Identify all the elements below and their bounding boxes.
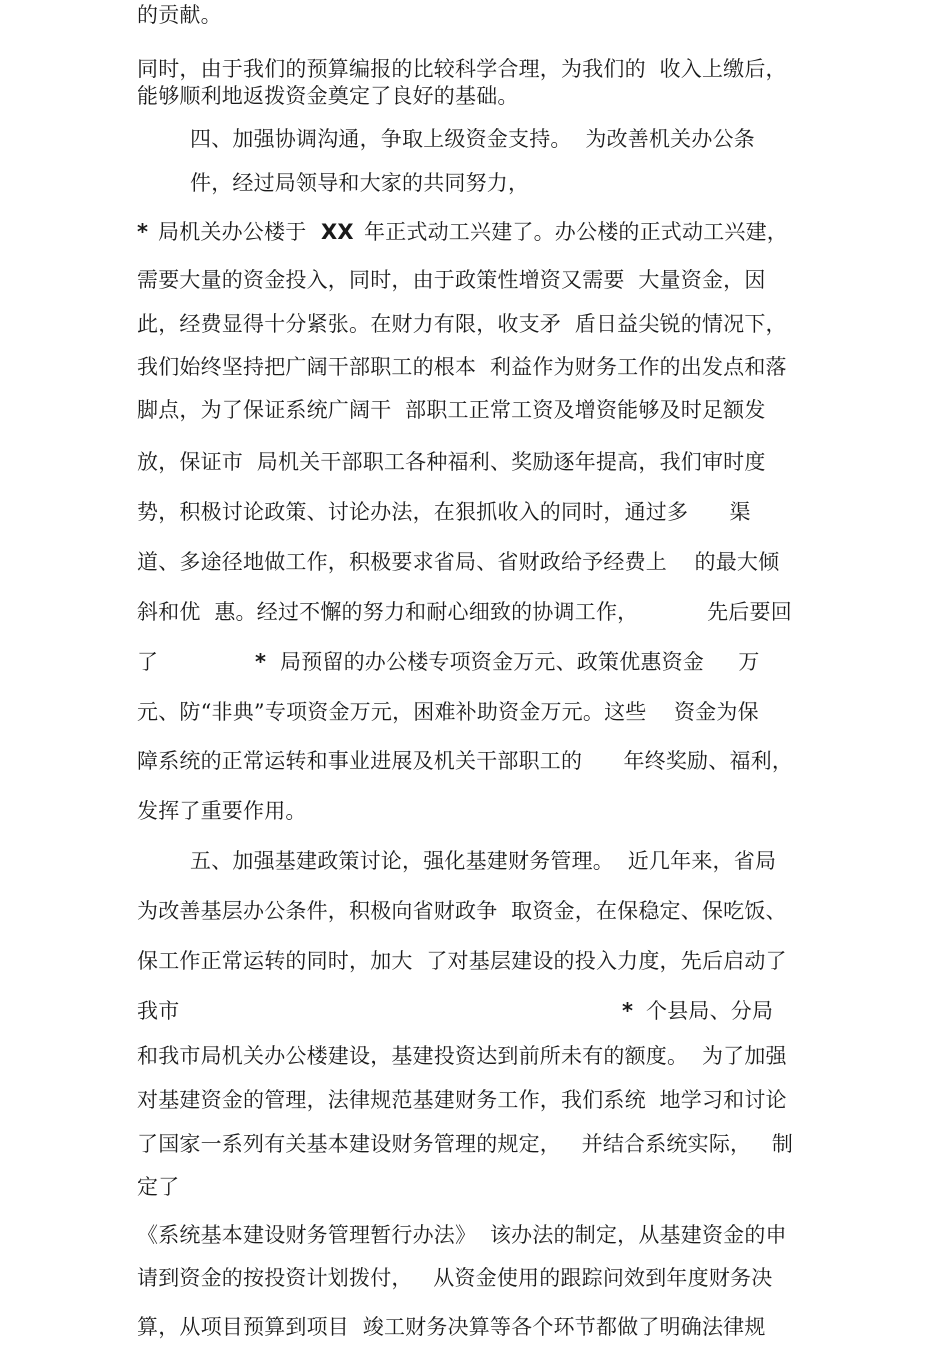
text-line: 我市 [137,999,180,1023]
text-line: 此，经费显得十分紧张。在财力有限，收支矛 盾日益尖锐的情况下， [137,312,787,336]
text-line: 道、多途径地做工作，积极要求省局、省财政给予经费上 的最大倾 [137,550,780,574]
text-line: 了国家一系列有关基本建设财务管理的规定， 并结合系统实际， 制 [137,1132,794,1156]
text-line: 了 [137,650,159,674]
text-line: 《系统基本建设财务管理暂行办法》 该办法的制定，从基建资金的申 [137,1223,787,1247]
text-line: 算，从项目预算到项目 竣工财务决算等各个环节都做了明确法律规 [137,1315,766,1339]
text-line: 请到资金的按投资计划拨付， 从资金使用的跟踪问效到年度财务决 [137,1266,773,1290]
text-line: 局机关办公楼于 [158,220,307,244]
text-line: 的贡献。 [137,3,222,27]
asterisk-mark: * [622,999,634,1023]
year-placeholder: XX [321,220,354,244]
text-line: 件，经过局领导和大家的共同努力， [190,171,530,195]
section-heading-5: 五、加强基建政策讨论，强化基建财务管理。 近几年来，省局 [190,849,777,873]
text-line: 同时，由于我们的预算编报的比较科学合理，为我们的 收入上缴后， [137,57,787,81]
text-line: 个县局、分局 [646,999,774,1023]
text-line: 年正式动工兴建了。办公楼的正式动工兴建， [364,220,788,244]
text-line: 需要大量的资金投入，同时，由于政策性增资又需要 大量资金，因 [137,268,766,292]
section-heading-4: 四、加强协调沟通，争取上级资金支持。 为改善机关办公条 [190,127,755,151]
text-line: 势，积极讨论政策、讨论办法，在狠抓收入的同时，通过多 渠 [137,500,751,524]
text-line: 斜和优 惠。经过不懈的努力和耐心细致的协调工作， 先后要回 [137,600,792,624]
text-line: 我们始终坚持把广阔干部职工的根本 利益作为财务工作的出发点和落 [137,355,787,379]
text-line: 发挥了重要作用。 [137,799,307,823]
asterisk-mark: * [255,650,267,674]
text-line: 定了 [137,1175,180,1199]
text-line: 脚点，为了保证系统广阔干 部职工正常工资及增资能够及时足额发 [137,398,766,422]
text-line: 和我市局机关办公楼建设，基建投资达到前所未有的额度。 为了加强 [137,1044,787,1068]
text-line: 能够顺利地返拨资金奠定了良好的基础。 [137,84,519,108]
text-line: 保工作正常运转的同时，加大 了对基层建设的投入力度，先后启动了 [137,949,787,973]
text-line: 放，保证市 局机关干部职工各种福利、奖励逐年提高，我们审时度 [137,450,766,474]
text-line: 局预留的办公楼专项资金万元、政策优惠资金 万 [280,650,760,674]
text-line: 为改善基层办公条件，积极向省财政争 取资金，在保稳定、保吃饭、 [137,899,787,923]
text-line: 障系统的正常运转和事业进展及机关干部职工的 年终奖励、福利， [137,749,794,773]
asterisk-mark: * [137,220,149,244]
text-line: 元、防“非典”专项资金万元，困难补助资金万元。这些 资金为保 [137,700,759,724]
text-line: 对基建资金的管理，法律规范基建财务工作，我们系统 地学习和讨论 [137,1088,787,1112]
